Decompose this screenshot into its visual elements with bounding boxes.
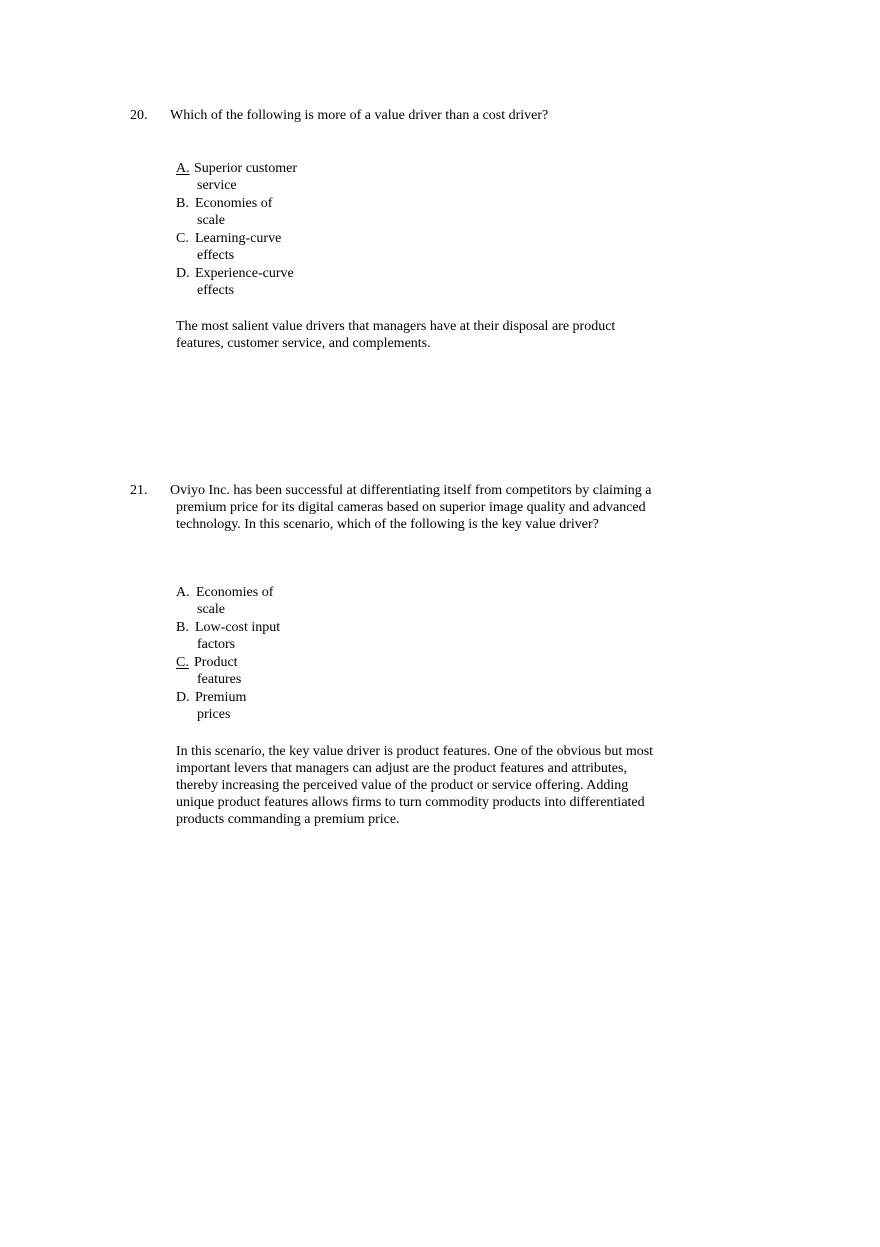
option-a[interactable] bbox=[176, 584, 316, 618]
option-text-wrap: scale bbox=[197, 602, 225, 617]
answer-options bbox=[176, 160, 316, 300]
option-text: Economies of bbox=[195, 196, 273, 211]
answer-options bbox=[176, 584, 316, 724]
option-b[interactable] bbox=[176, 195, 316, 229]
option-letter: C. bbox=[176, 655, 189, 670]
option-text-wrap: factors bbox=[197, 637, 236, 652]
option-a[interactable] bbox=[176, 160, 316, 194]
option-text-wrap: effects bbox=[197, 283, 235, 298]
option-text: Low-cost input bbox=[195, 620, 281, 635]
option-letter: B. bbox=[176, 620, 189, 635]
option-letter: C. bbox=[176, 231, 189, 246]
option-text-wrap: effects bbox=[197, 248, 235, 263]
answer-explanation: In this scenario, the key value driver is product features. One of the obvious but most important levers that managers can adjust are the product features and attributes, thereby increasing the perceived value of the product or service offering. Adding unique product features allows firms to turn commodity products into differentiated products commanding a premium price. bbox=[176, 744, 654, 827]
option-text: Superior customer bbox=[194, 161, 298, 176]
option-letter: A. bbox=[176, 161, 190, 176]
question-number: 20. bbox=[130, 108, 148, 123]
question-stem: Oviyo Inc. has been successful at differentiating itself from competitors by claiming a premium price for its digital cameras based on superior image quality and advanced technology. In this scenario, which of the following is the key value driver? bbox=[170, 483, 652, 532]
option-text-wrap: scale bbox=[197, 213, 225, 228]
answer-explanation: The most salient value drivers that managers have at their disposal are product features, customer service, and complements. bbox=[176, 319, 616, 351]
option-text: Economies of bbox=[196, 585, 274, 600]
option-letter: D. bbox=[176, 690, 190, 705]
option-letter: B. bbox=[176, 196, 189, 211]
option-text: Learning-curve bbox=[195, 231, 282, 246]
option-letter: A. bbox=[176, 585, 190, 600]
option-d[interactable] bbox=[176, 689, 316, 723]
option-c[interactable] bbox=[176, 654, 316, 688]
option-text: Premium bbox=[195, 690, 247, 705]
option-text-wrap: features bbox=[197, 672, 242, 687]
option-text: Experience-curve bbox=[195, 266, 294, 281]
option-d[interactable] bbox=[176, 265, 316, 299]
option-letter: D. bbox=[176, 266, 190, 281]
option-c[interactable] bbox=[176, 230, 316, 264]
option-text-wrap: prices bbox=[197, 707, 231, 722]
option-b[interactable] bbox=[176, 619, 316, 653]
question-stem: Which of the following is more of a value driver than a cost driver? bbox=[170, 108, 549, 123]
question-number: 21. bbox=[130, 483, 148, 498]
option-text: Product bbox=[194, 655, 238, 670]
option-text-wrap: service bbox=[197, 178, 237, 193]
